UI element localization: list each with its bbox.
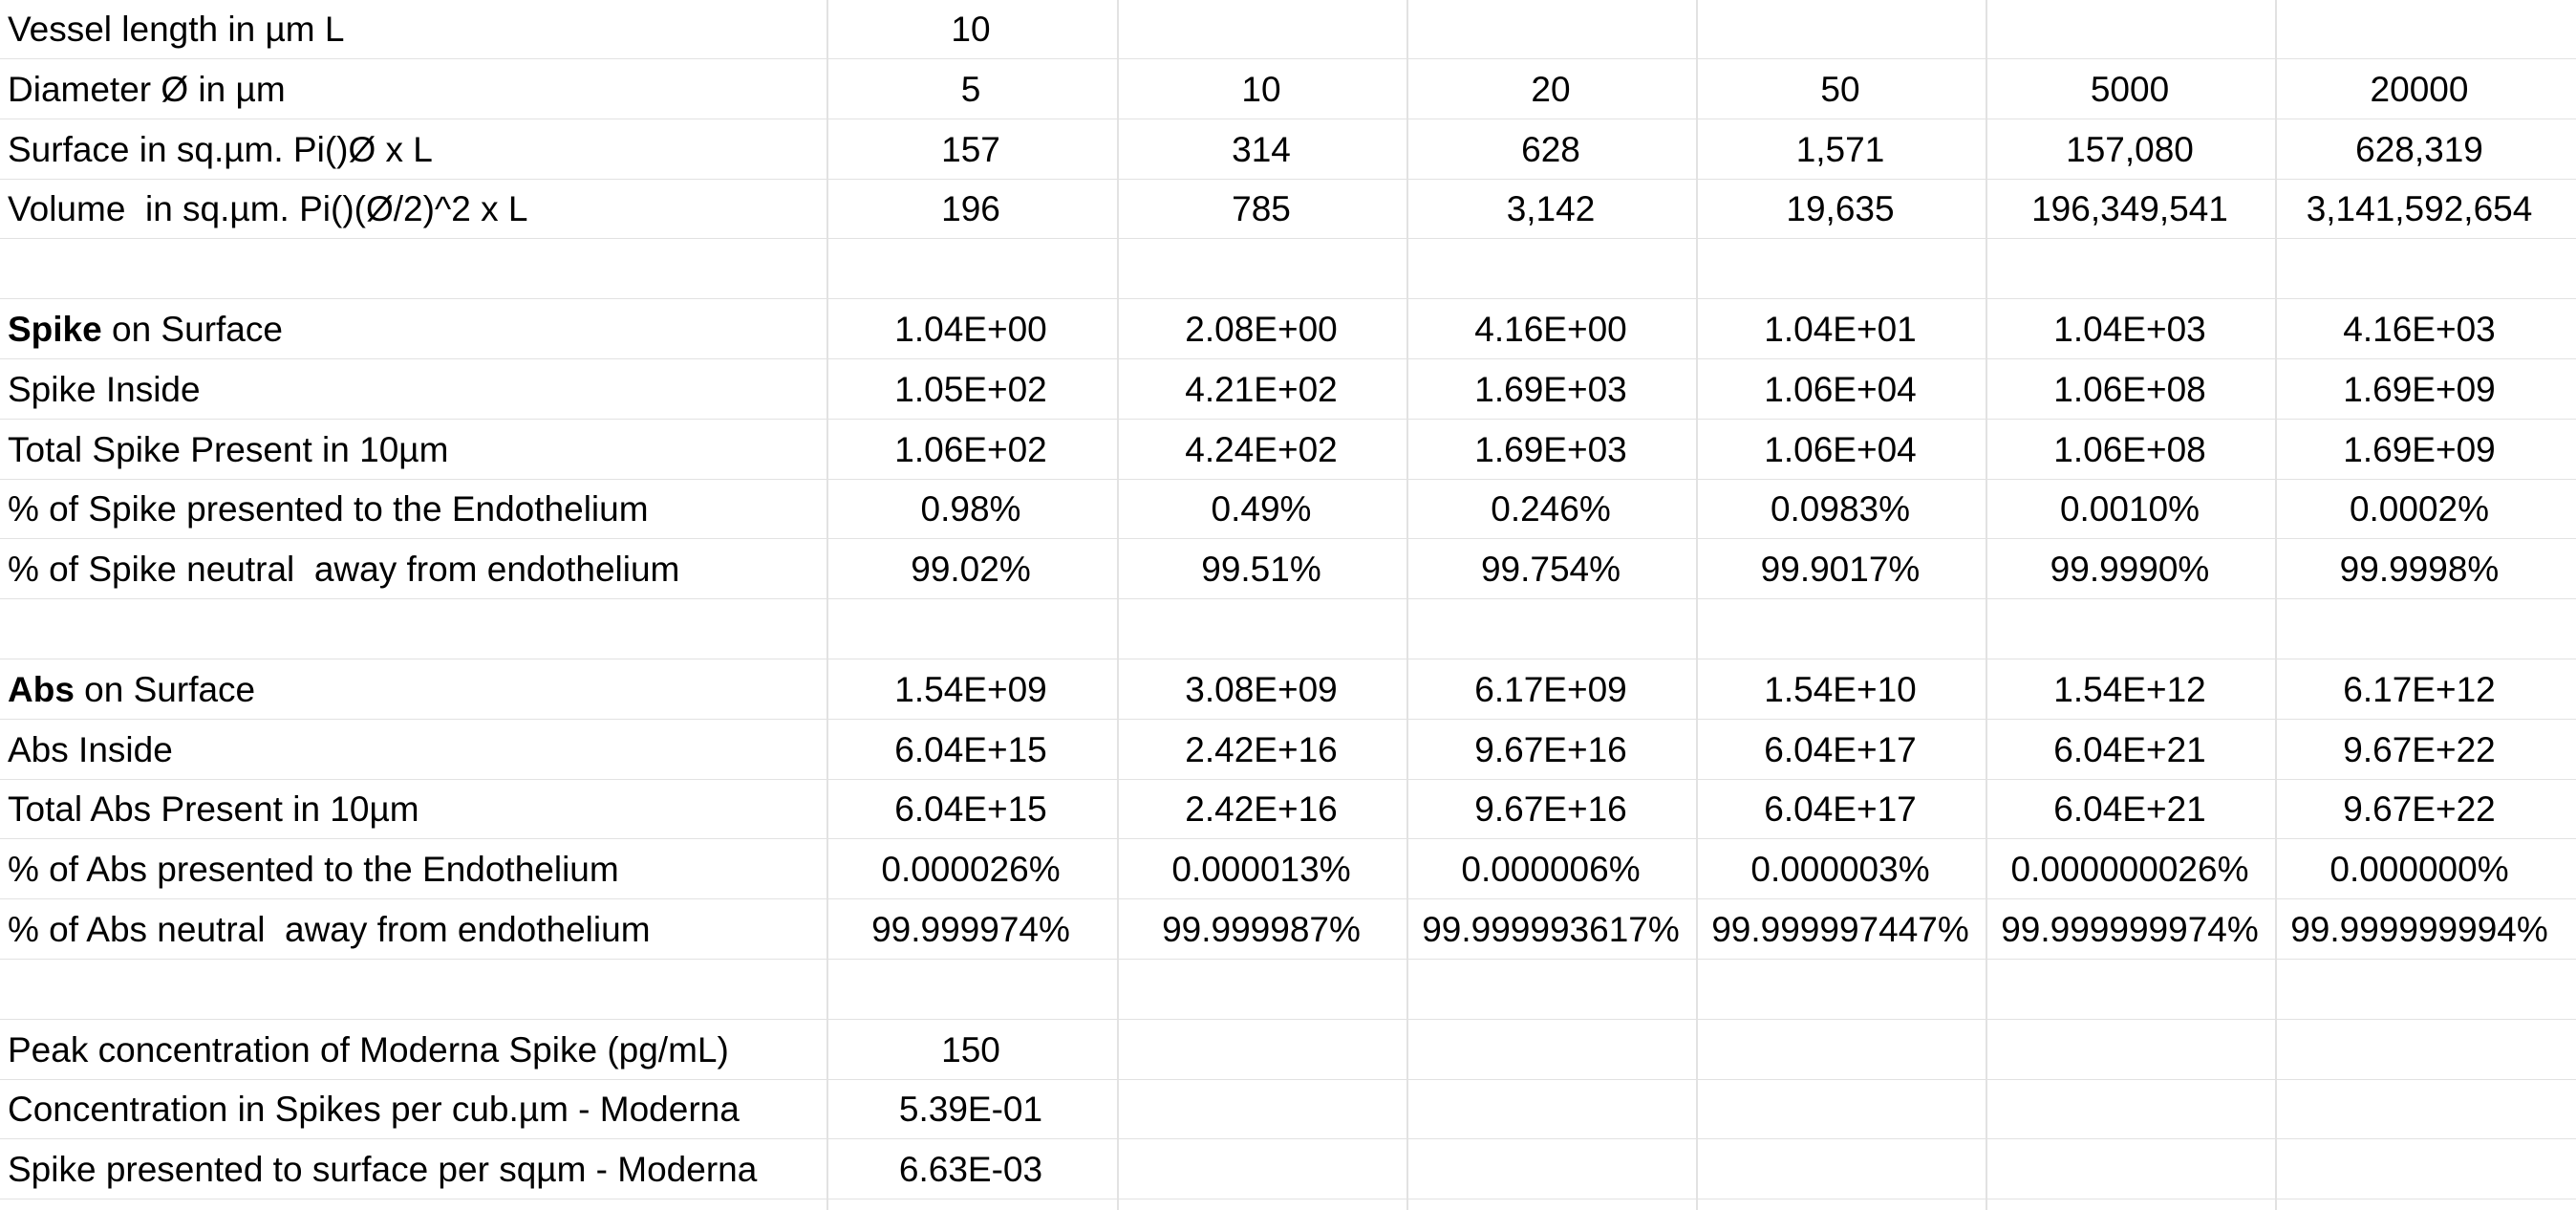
table-cell[interactable]: 3,142 (1506, 189, 1596, 228)
row-label-text: Surface in sq.µm. Pi()Ø x L (8, 130, 433, 169)
row-label-text: Concentration in Spikes per cub.µm - Moderna (8, 1090, 740, 1129)
table-row (0, 540, 2576, 599)
table-cell[interactable] (827, 240, 1114, 298)
table-cell[interactable]: 99.51% (1201, 550, 1321, 589)
row-label-text: Spike Inside (8, 370, 201, 409)
table-cell[interactable]: 5.39E-01 (898, 1090, 1043, 1129)
table-cell[interactable]: 9.67E+16 (1474, 730, 1627, 769)
table-cell[interactable]: 196,349,541 (2031, 189, 2228, 228)
table-cell[interactable]: 19,635 (1786, 189, 1895, 228)
table-cell[interactable]: 0.000013% (1171, 850, 1351, 889)
table-row (0, 1140, 2576, 1199)
table-cell[interactable]: 4.21E+02 (1185, 370, 1338, 409)
table-cell[interactable] (827, 961, 1114, 1019)
table-cell[interactable]: 2.42E+16 (1185, 789, 1338, 829)
table-cell[interactable]: 9.67E+22 (2343, 730, 2496, 769)
row-label-cell[interactable] (8, 480, 826, 538)
table-cell[interactable]: 99.999974% (871, 910, 1070, 949)
table-cell[interactable]: 99.9017% (1760, 550, 1921, 589)
table-cell[interactable]: 0.0010% (2059, 489, 2200, 529)
table-row (0, 961, 2576, 1020)
table-cell[interactable]: 0.000003% (1750, 850, 1930, 889)
row-label-cell[interactable] (8, 780, 826, 838)
table-cell[interactable]: 9.67E+16 (1474, 789, 1627, 829)
row-label-cell[interactable] (8, 120, 826, 179)
table-cell[interactable]: 1,571 (1795, 130, 1885, 169)
table-cell[interactable] (1986, 600, 2273, 659)
table-cell[interactable]: 5 (960, 70, 981, 109)
table-cell[interactable]: 6.04E+15 (894, 789, 1047, 829)
table-cell[interactable]: 1.54E+12 (2053, 670, 2206, 709)
table-row (0, 1021, 2576, 1080)
table-cell[interactable]: 6.04E+21 (2053, 730, 2206, 769)
row-label-text: % of Abs presented to the Endothelium (8, 850, 619, 889)
table-cell[interactable]: 6.63E-03 (898, 1150, 1043, 1189)
row-label-cell[interactable] (8, 1140, 826, 1199)
table-cell[interactable]: 10 (951, 10, 991, 49)
table-cell[interactable]: 4.16E+00 (1474, 310, 1627, 349)
table-cell[interactable]: 1.06E+04 (1764, 430, 1917, 469)
table-cell[interactable]: 2.42E+16 (1185, 730, 1338, 769)
table-cell[interactable] (2276, 240, 2563, 298)
table-cell[interactable]: 99.999999994% (2290, 910, 2548, 949)
table-cell[interactable]: 785 (1232, 189, 1291, 228)
table-cell[interactable]: 314 (1232, 130, 1291, 169)
table-cell[interactable] (1697, 1080, 1984, 1138)
table-cell[interactable] (1118, 240, 1405, 298)
table-cell[interactable]: 1.54E+09 (894, 670, 1047, 709)
table-cell[interactable] (2276, 1140, 2563, 1199)
row-label-cell[interactable] (8, 300, 826, 358)
row-label-cell[interactable] (8, 961, 826, 1019)
row-label-text: Diameter Ø in µm (8, 70, 286, 109)
table-cell[interactable]: 99.999999974% (2001, 910, 2259, 949)
table-cell[interactable]: 1.69E+03 (1474, 430, 1627, 469)
table-cell[interactable]: 1.04E+03 (2053, 310, 2206, 349)
table-cell[interactable]: 6.04E+17 (1764, 789, 1917, 829)
table-cell[interactable]: 4.16E+03 (2343, 310, 2496, 349)
table-row (0, 120, 2576, 180)
table-row (0, 360, 2576, 420)
table-cell[interactable] (1697, 240, 1984, 298)
table-cell[interactable]: 0.0983% (1770, 489, 1911, 529)
row-label-cell[interactable] (8, 660, 826, 719)
table-cell[interactable] (1986, 1021, 2273, 1079)
table-cell[interactable] (1697, 1140, 1984, 1199)
table-cell[interactable]: 6.17E+12 (2343, 670, 2496, 709)
table-cell[interactable]: 99.999987% (1162, 910, 1361, 949)
table-cell[interactable]: 0.000026% (881, 850, 1061, 889)
table-cell[interactable] (1986, 1080, 2273, 1138)
table-row (0, 900, 2576, 960)
table-cell[interactable]: 0.000000% (2329, 850, 2509, 889)
table-cell[interactable]: 99.999997447% (1711, 910, 1969, 949)
row-label-text: Total Spike Present in 10µm (8, 430, 449, 469)
table-cell[interactable] (1407, 1021, 1694, 1079)
table-row (0, 780, 2576, 839)
row-label-text: % of Abs neutral away from endothelium (8, 910, 651, 949)
table-cell[interactable]: 3.08E+09 (1185, 670, 1338, 709)
table-cell[interactable]: 99.9990% (2050, 550, 2210, 589)
table-cell[interactable] (1118, 0, 1405, 58)
table-cell[interactable] (827, 600, 1114, 659)
table-cell[interactable]: 0.000000026% (2010, 850, 2249, 889)
table-cell[interactable]: 1.06E+08 (2053, 370, 2206, 409)
table-cell[interactable]: 0.49% (1211, 489, 1312, 529)
table-cell[interactable] (1697, 0, 1984, 58)
table-cell[interactable] (1697, 600, 1984, 659)
row-label-cell[interactable] (8, 721, 826, 779)
table-cell[interactable]: 0.0002% (2349, 489, 2490, 529)
row-label-text: on Surface (74, 670, 256, 709)
table-cell[interactable] (2276, 1021, 2563, 1079)
table-cell[interactable]: 99.02% (911, 550, 1031, 589)
table-cell[interactable] (2276, 0, 2563, 58)
row-label-text: % of Spike presented to the Endothelium (8, 489, 649, 529)
table-row (0, 240, 2576, 299)
table-cell[interactable]: 50 (1820, 70, 1860, 109)
table-cell[interactable] (2276, 961, 2563, 1019)
table-cell[interactable]: 9.67E+22 (2343, 789, 2496, 829)
table-cell[interactable]: 20 (1531, 70, 1571, 109)
table-cell[interactable]: 99.999993617% (1422, 910, 1680, 949)
table-cell[interactable] (1697, 961, 1984, 1019)
table-cell[interactable]: 628,319 (2355, 130, 2483, 169)
table-cell[interactable]: 157,080 (2066, 130, 2194, 169)
row-label-text: Volume in sq.µm. Pi()(Ø/2)^2 x L (8, 189, 528, 228)
table-cell[interactable]: 1.04E+00 (894, 310, 1047, 349)
row-label-cell[interactable] (8, 540, 826, 598)
table-cell[interactable] (1407, 961, 1694, 1019)
table-cell[interactable]: 1.04E+01 (1764, 310, 1917, 349)
table-cell[interactable] (1118, 1140, 1405, 1199)
table-cell[interactable]: 10 (1241, 70, 1281, 109)
row-label-text: % of Spike neutral away from endothelium (8, 550, 680, 589)
table-row (0, 60, 2576, 119)
row-label-cell[interactable] (8, 900, 826, 959)
row-label-cell[interactable] (8, 840, 826, 898)
table-cell[interactable]: 6.04E+17 (1764, 730, 1917, 769)
row-label-cell[interactable] (8, 421, 826, 479)
row-label-cell[interactable] (8, 1080, 826, 1138)
table-cell[interactable]: 1.06E+02 (894, 430, 1047, 469)
row-label-cell[interactable] (8, 240, 826, 298)
row-label-cell[interactable] (8, 60, 826, 119)
table-cell[interactable] (1118, 1021, 1405, 1079)
table-cell[interactable]: 0.246% (1491, 489, 1611, 529)
row-label-cell[interactable] (8, 360, 826, 419)
table-cell[interactable] (2276, 1080, 2563, 1138)
table-cell[interactable] (2276, 600, 2563, 659)
row-label-text: Peak concentration of Moderna Spike (pg/mL) (8, 1030, 729, 1070)
table-row (0, 840, 2576, 899)
table-row (0, 300, 2576, 359)
table-cell[interactable] (1407, 1080, 1694, 1138)
table-cell[interactable]: 150 (941, 1030, 1000, 1070)
table-cell[interactable]: 3,141,592,654 (2306, 189, 2533, 228)
row-label-text: on Surface (101, 310, 283, 349)
table-cell[interactable]: 5000 (2090, 70, 2170, 109)
table-row (0, 1080, 2576, 1139)
table-cell[interactable] (1986, 1140, 2273, 1199)
table-row (0, 721, 2576, 780)
table-cell[interactable] (1407, 1140, 1694, 1199)
table-cell[interactable] (1118, 600, 1405, 659)
table-cell[interactable]: 1.69E+09 (2343, 370, 2496, 409)
table-cell[interactable]: 1.05E+02 (894, 370, 1047, 409)
row-label-cell[interactable] (8, 0, 826, 58)
table-cell[interactable]: 6.17E+09 (1474, 670, 1627, 709)
table-cell[interactable]: 628 (1521, 130, 1580, 169)
table-cell[interactable]: 4.24E+02 (1185, 430, 1338, 469)
row-label-bold: Spike (8, 310, 102, 349)
table-cell[interactable]: 99.9998% (2339, 550, 2500, 589)
row-label-cell[interactable] (8, 1021, 826, 1079)
row-label-bold: Abs (8, 670, 75, 709)
table-cell[interactable]: 0.000006% (1461, 850, 1641, 889)
table-cell[interactable]: 1.69E+09 (2343, 430, 2496, 469)
table-cell[interactable]: 196 (941, 189, 1000, 228)
row-label-text: Vessel length in µm L (8, 10, 345, 49)
table-cell[interactable] (1407, 0, 1694, 58)
table-row (0, 600, 2576, 659)
table-cell[interactable]: 20000 (2370, 70, 2469, 109)
table-cell[interactable]: 1.54E+10 (1764, 670, 1917, 709)
row-label-cell[interactable] (8, 180, 826, 238)
table-row (0, 180, 2576, 239)
table-cell[interactable]: 1.06E+04 (1764, 370, 1917, 409)
table-cell[interactable]: 1.69E+03 (1474, 370, 1627, 409)
row-label-text: Abs Inside (8, 730, 173, 769)
table-cell[interactable] (1407, 600, 1694, 659)
table-cell[interactable]: 157 (941, 130, 1000, 169)
table-cell[interactable]: 6.04E+21 (2053, 789, 2206, 829)
table-row (0, 660, 2576, 720)
table-cell[interactable]: 99.754% (1480, 550, 1621, 589)
table-cell[interactable] (1407, 240, 1694, 298)
table-cell[interactable] (1986, 240, 2273, 298)
table-row (0, 421, 2576, 480)
table-cell[interactable] (1697, 1021, 1984, 1079)
row-label-text: Spike presented to surface per sqµm - Moderna (8, 1150, 758, 1189)
table-row (0, 480, 2576, 539)
table-cell[interactable]: 0.98% (920, 489, 1021, 529)
table-row (0, 0, 2576, 59)
row-label-text: Total Abs Present in 10µm (8, 789, 419, 829)
table-cell[interactable] (1118, 961, 1405, 1019)
table-cell[interactable]: 6.04E+15 (894, 730, 1047, 769)
row-label-cell[interactable] (8, 600, 826, 659)
table-cell[interactable] (1986, 0, 2273, 58)
table-cell[interactable] (1986, 961, 2273, 1019)
table-cell[interactable]: 2.08E+00 (1185, 310, 1338, 349)
table-cell[interactable]: 1.06E+08 (2053, 430, 2206, 469)
table-cell[interactable] (1118, 1080, 1405, 1138)
